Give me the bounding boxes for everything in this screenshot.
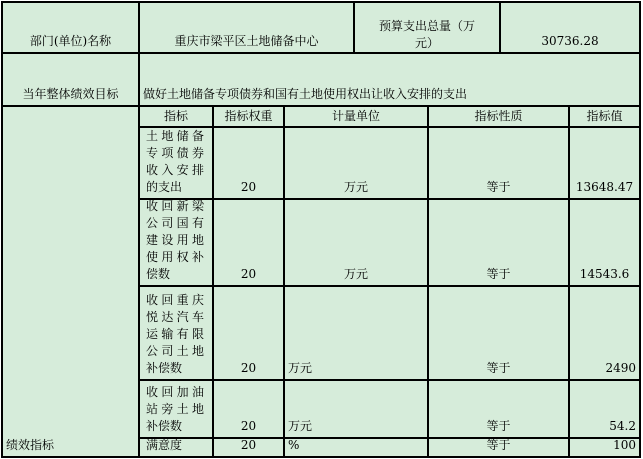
weight-value: 20	[240, 267, 257, 281]
goal-value: 做好土地储备专项债券和国有土地使用权出让收入安排的支出	[143, 87, 468, 101]
header-indicator: 指标	[163, 109, 188, 123]
indicator-value: 100	[613, 438, 636, 452]
table-row-3-unit-cell	[283, 285, 427, 379]
dept-label: 部门(单位)名称	[29, 34, 112, 48]
header-weight: 指标权重	[224, 109, 273, 123]
weight-value: 20	[240, 180, 257, 194]
header-indicator-cell	[138, 105, 212, 126]
table-row-5-nature-cell	[427, 437, 568, 456]
unit-value: %	[288, 438, 300, 452]
indicator-text: 满意度	[146, 438, 183, 452]
weight-value: 20	[240, 361, 257, 375]
table-row-1-weight-cell	[212, 126, 283, 198]
goal-label-cell	[3, 52, 138, 105]
goal-label: 当年整体绩效目标	[22, 87, 119, 101]
section-label-cell	[3, 105, 138, 456]
header-value: 指标值	[586, 109, 623, 123]
table-row-5-value-cell	[568, 437, 639, 456]
table-row-4-unit-cell	[283, 379, 427, 437]
unit-value: 万元	[343, 180, 368, 194]
table-row-3-weight-cell	[212, 285, 283, 379]
budget-value-cell	[499, 3, 639, 52]
header-weight-cell	[212, 105, 283, 126]
header-unit: 计量单位	[331, 109, 380, 123]
table-row-4-weight-cell	[212, 379, 283, 437]
unit-value: 万元	[288, 419, 313, 433]
dept-value: 重庆市梁平区土地储备中心	[174, 34, 319, 48]
nature-value: 等于	[486, 267, 511, 281]
weight-value: 20	[240, 438, 257, 452]
unit-value: 万元	[343, 267, 368, 281]
section-label: 绩效指标	[6, 438, 55, 452]
nature-value: 等于	[486, 438, 511, 452]
table-row-1-value-cell	[568, 126, 639, 198]
indicator-value: 2490	[605, 361, 636, 375]
indicator-value: 54.2	[609, 419, 636, 433]
table-row-2-value-cell	[568, 198, 639, 285]
table-row-5-weight-cell	[212, 437, 283, 456]
table-row-5-indicator-cell	[138, 437, 212, 456]
table-row-3-indicator-cell	[138, 285, 212, 379]
unit-value: 万元	[288, 361, 313, 375]
indicator-text: 收回加油站旁土地补偿数	[146, 385, 204, 433]
table-row-4-value-cell	[568, 379, 639, 437]
header-nature-cell	[427, 105, 568, 126]
table-row-2-nature-cell	[427, 198, 568, 285]
table-row-3-nature-cell	[427, 285, 568, 379]
table-row-4-nature-cell	[427, 379, 568, 437]
table-row-2-indicator-cell	[138, 198, 212, 285]
nature-value: 等于	[486, 361, 511, 375]
table-row-1-indicator-cell	[138, 126, 212, 198]
indicator-value: 13648.47	[575, 180, 634, 194]
table-row-3-value-cell	[568, 285, 639, 379]
header-unit-cell	[283, 105, 427, 126]
nature-value: 等于	[486, 419, 511, 433]
budget-label-cell	[353, 3, 499, 52]
table-row-1-nature-cell	[427, 126, 568, 198]
header-value-cell	[568, 105, 639, 126]
budget-value: 30736.28	[541, 34, 599, 48]
budget-label: 预算支出总量（万元）	[378, 19, 475, 50]
indicator-text: 土地储备专项债券收入安排的支出	[146, 129, 204, 194]
indicator-text: 收回重庆悦达汽车运输有限公司土地补偿数	[146, 293, 204, 375]
indicator-text: 收回新梁公司国有建设用地使用权补偿数	[146, 199, 204, 281]
dept-label-cell	[3, 3, 138, 52]
spreadsheet-table	[1, 1, 641, 458]
table-row-2-weight-cell	[212, 198, 283, 285]
nature-value: 等于	[486, 180, 511, 194]
table-row-1-unit-cell	[283, 126, 427, 198]
header-nature: 指标性质	[474, 109, 523, 123]
table-row-2-unit-cell	[283, 198, 427, 285]
dept-value-cell	[138, 3, 353, 52]
goal-value-cell	[138, 52, 639, 105]
table-row-5-unit-cell	[283, 437, 427, 456]
table-row-4-indicator-cell	[138, 379, 212, 437]
weight-value: 20	[240, 419, 257, 433]
indicator-value: 14543.6	[579, 267, 630, 281]
